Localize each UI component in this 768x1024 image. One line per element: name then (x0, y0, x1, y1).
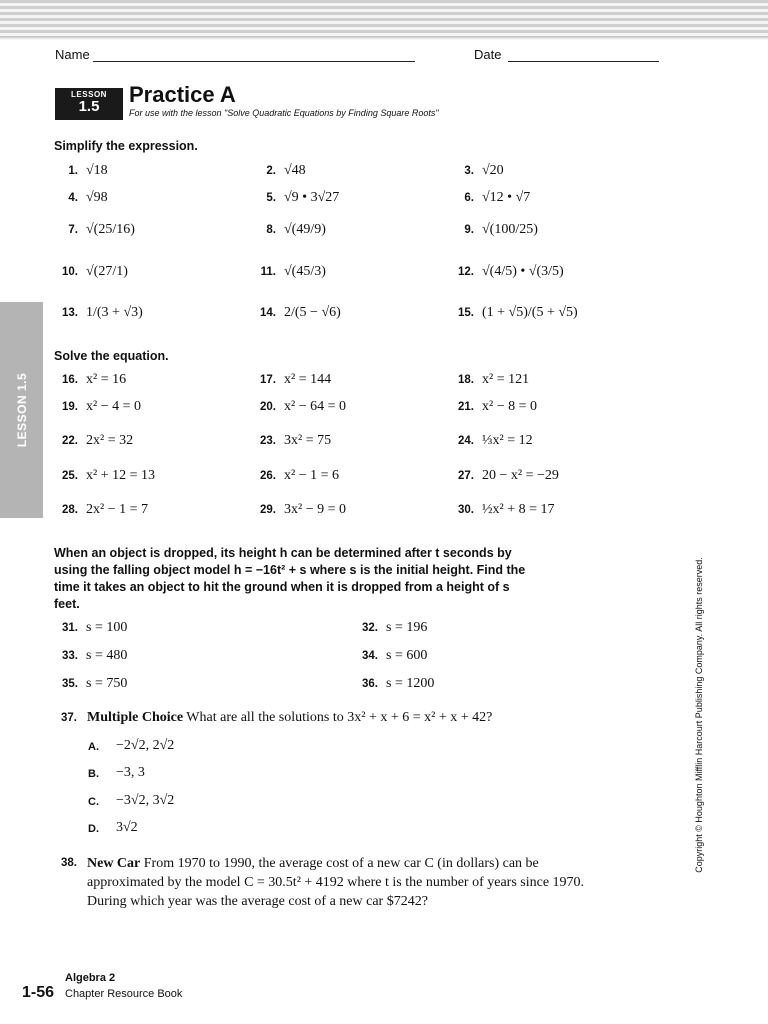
problem-number: 2. (266, 165, 276, 177)
problem-expression: 3x² − 9 = 0 (284, 502, 346, 517)
problem-expression: √(100/25) (482, 222, 538, 237)
page-subtitle: For use with the lesson "Solve Quadratic Equations by Finding Square Roots" (129, 108, 439, 118)
problem-number: 11. (260, 266, 276, 278)
choice-letter: B. (88, 768, 99, 780)
problem-number: 3. (464, 165, 474, 177)
problem-number: 16. (62, 374, 78, 386)
footer-book-subtitle: Chapter Resource Book (65, 988, 183, 1000)
problem-number: 4. (68, 192, 78, 204)
problem-number: 5. (266, 192, 276, 204)
problem-number: 33. (62, 650, 78, 662)
problem-number: 6. (464, 192, 474, 204)
problem-number: 24. (458, 435, 474, 447)
problem-expression: √(45/3) (284, 264, 326, 279)
side-lesson-tab-label: LESSON 1.5 (14, 372, 29, 448)
problem-expression: s = 196 (386, 620, 428, 635)
problem-expression: √(25/16) (86, 222, 135, 237)
problem-number: 34. (362, 650, 378, 662)
problem-expression: x² − 8 = 0 (482, 399, 537, 414)
problem-number: 8. (266, 224, 276, 236)
problem-expression: 3x² = 75 (284, 433, 332, 448)
problem-expression: 2x² − 1 = 7 (86, 502, 148, 517)
copyright-notice (693, 545, 705, 885)
name-label: Name (55, 47, 90, 62)
problem-expression: x² = 144 (284, 372, 332, 387)
problem-expression: (1 + √5)/(5 + √5) (482, 305, 578, 320)
problem-37-lead: Multiple Choice (87, 710, 184, 725)
problem-expression: √12 • √7 (482, 190, 531, 205)
problem-expression: x² = 121 (482, 372, 530, 387)
lesson-badge-number: 1.5 (78, 98, 100, 115)
problem-number: 37. (61, 712, 77, 724)
problem-number: 12. (458, 266, 474, 278)
problem-expression: x² = 16 (86, 372, 127, 387)
problem-number: 22. (62, 435, 78, 447)
choice-letter: C. (88, 796, 99, 808)
choice-text: −2√2, 2√2 (116, 738, 175, 753)
problem-number: 15. (458, 307, 474, 319)
falling-object-instructions: When an object is dropped, its height h can be determined after t seconds by using the falling object model h = −16t² + s where s is the initial height. Find the time it takes an object to hit the ground when it is dropped from a height of s feet. (54, 546, 526, 611)
problem-expression: √9 • 3√27 (284, 190, 340, 205)
problem-expression: x² − 1 = 6 (284, 468, 339, 483)
choice-text: −3, 3 (116, 765, 145, 780)
problem-expression: s = 480 (86, 648, 128, 663)
problem-number: 27. (458, 470, 474, 482)
problem-number: 17. (260, 374, 276, 386)
top-binding-stripes (0, 0, 768, 36)
problem-expression: ½x² + 8 = 17 (482, 502, 555, 517)
problem-expression: 2/(5 − √6) (284, 305, 341, 320)
section-heading-solve: Solve the equation. (54, 349, 169, 363)
date-field[interactable] (508, 61, 659, 62)
problem-number: 38. (61, 857, 77, 869)
problem-number: 13. (62, 307, 78, 319)
problem-37-question: What are all the solutions to 3x² + x + 6 = x² + x + 42? (186, 710, 493, 725)
choice-letter: D. (88, 823, 99, 835)
page-number: 1-56 (22, 984, 55, 1001)
problem-number: 1. (68, 165, 78, 177)
problem-expression: s = 600 (386, 648, 428, 663)
problem-number: 35. (62, 678, 78, 690)
choice-text: 3√2 (116, 820, 138, 835)
problem-38-lead: New Car (87, 856, 141, 871)
section-heading-simplify: Simplify the expression. (54, 139, 198, 153)
problem-number: 9. (464, 224, 474, 236)
problem-expression: √(49/9) (284, 222, 326, 237)
problem-expression: √48 (284, 163, 306, 178)
problem-expression: √18 (86, 163, 108, 178)
problem-expression: s = 100 (86, 620, 128, 635)
copyright-text: Copyright © Houghton Mifflin Harcourt Publishing Company. All rights reserved. (694, 557, 704, 873)
problem-expression: s = 1200 (386, 676, 435, 691)
problem-38-text: From 1970 to 1990, the average cost of a new car C (in dollars) can be approximated by the model C = 30.5t² + 4192 where t is the number of years since 1970. During which year was the average cost of a new car $7242? (87, 856, 585, 909)
date-label: Date (474, 47, 502, 62)
problem-number: 18. (458, 374, 474, 386)
problem-number: 31. (62, 622, 78, 634)
problem-number: 10. (62, 266, 78, 278)
problem-number: 32. (362, 622, 378, 634)
problem-37 (87, 710, 492, 726)
problem-number: 29. (260, 504, 276, 516)
problem-number: 7. (68, 224, 78, 236)
problem-expression: 1/(3 + √3) (86, 305, 143, 320)
problem-expression: s = 750 (86, 676, 128, 691)
problem-number: 14. (260, 307, 276, 319)
problem-expression: √20 (482, 163, 504, 178)
lesson-badge (55, 88, 123, 120)
problem-number: 20. (260, 401, 276, 413)
choice-letter: A. (88, 741, 99, 753)
footer-book-title: Algebra 2 (65, 972, 116, 984)
problem-number: 30. (458, 504, 474, 516)
problem-expression: x² − 64 = 0 (284, 399, 346, 414)
problem-expression: x² + 12 = 13 (86, 468, 155, 483)
problem-expression: 2x² = 32 (86, 433, 134, 448)
problem-number: 25. (62, 470, 78, 482)
problem-expression: x² − 4 = 0 (86, 399, 141, 414)
page-title: Practice A (129, 82, 236, 107)
problem-expression: √98 (86, 190, 108, 205)
problem-expression: 20 − x² = −29 (482, 468, 559, 483)
problem-number: 26. (260, 470, 276, 482)
problem-38 (87, 854, 587, 911)
name-field[interactable] (93, 61, 415, 62)
problem-number: 21. (458, 401, 474, 413)
problem-number: 28. (62, 504, 78, 516)
problem-expression: √(27/1) (86, 264, 128, 279)
problem-number: 19. (62, 401, 78, 413)
problem-number: 36. (362, 678, 378, 690)
problem-expression: ⅓x² = 12 (482, 433, 533, 448)
problem-expression: √(4/5) • √(3/5) (482, 264, 564, 279)
side-lesson-tab (0, 302, 43, 518)
choice-text: −3√2, 3√2 (116, 793, 175, 808)
lesson-badge-label: LESSON (71, 90, 107, 99)
problem-number: 23. (260, 435, 276, 447)
